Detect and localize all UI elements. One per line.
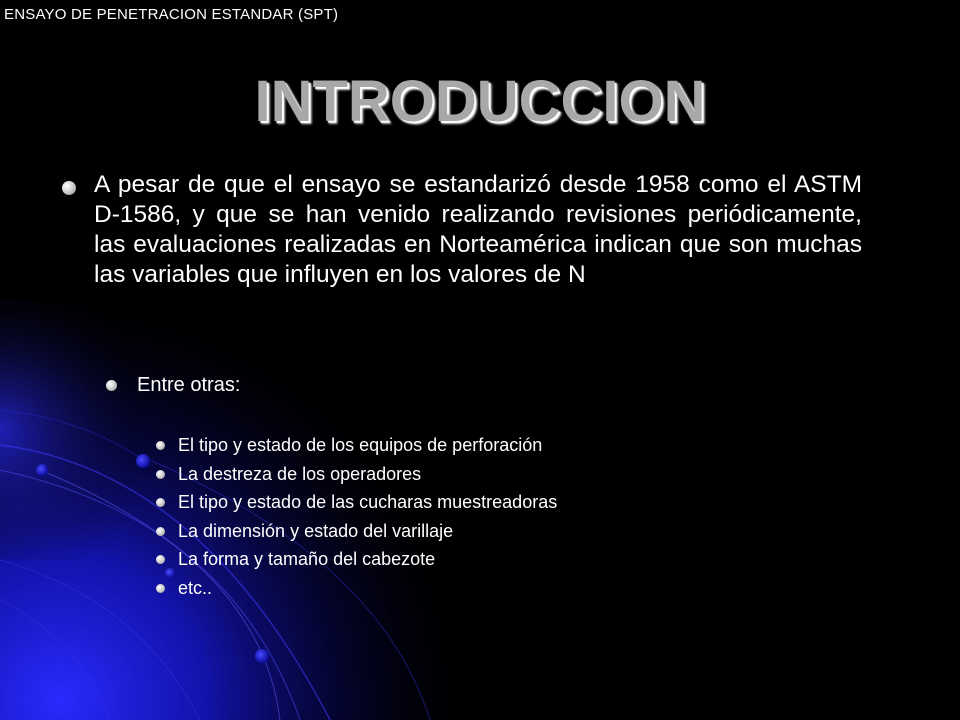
slide-title: INTRODUCCION bbox=[254, 69, 706, 134]
list-item bbox=[156, 518, 557, 547]
main-bullet-text: A pesar de que el ensayo se estandarizó desde 1958 como el ASTM D-1586, y que se han venido realizando revisiones periódicamente, las evaluaciones realizadas en Norteamérica indican que son muchas las variables que influyen en los valores de N bbox=[94, 171, 862, 288]
bullet-dot-icon bbox=[156, 441, 165, 450]
bullet-dot-icon bbox=[156, 498, 165, 507]
presentation-header: ENSAYO DE PENETRACION ESTANDAR (SPT) bbox=[4, 6, 339, 23]
list-item bbox=[156, 432, 557, 461]
list-item bbox=[156, 546, 557, 575]
variables-list bbox=[156, 432, 557, 603]
list-item-text: El tipo y estado de las cucharas muestreadoras bbox=[178, 492, 558, 512]
bullet-dot-icon bbox=[106, 380, 117, 391]
list-item-text: El tipo y estado de los equipos de perforación bbox=[178, 435, 543, 455]
bullet-dot-icon bbox=[156, 527, 165, 536]
list-item-text: La forma y tamaño del cabezote bbox=[178, 549, 436, 569]
bullet-dot-icon bbox=[156, 584, 165, 593]
list-item-text: La destreza de los operadores bbox=[178, 463, 422, 484]
bullet-dot-icon bbox=[156, 555, 165, 564]
list-item bbox=[156, 461, 557, 490]
bullet-dot-icon bbox=[62, 181, 76, 195]
sub-bullet-text: Entre otras: bbox=[137, 374, 241, 396]
list-item bbox=[156, 489, 557, 518]
list-item-text: etc.. bbox=[178, 577, 213, 598]
list-item-text: La dimensión y estado del varillaje bbox=[178, 520, 454, 541]
bullet-dot-icon bbox=[156, 470, 165, 479]
list-item bbox=[156, 575, 557, 604]
